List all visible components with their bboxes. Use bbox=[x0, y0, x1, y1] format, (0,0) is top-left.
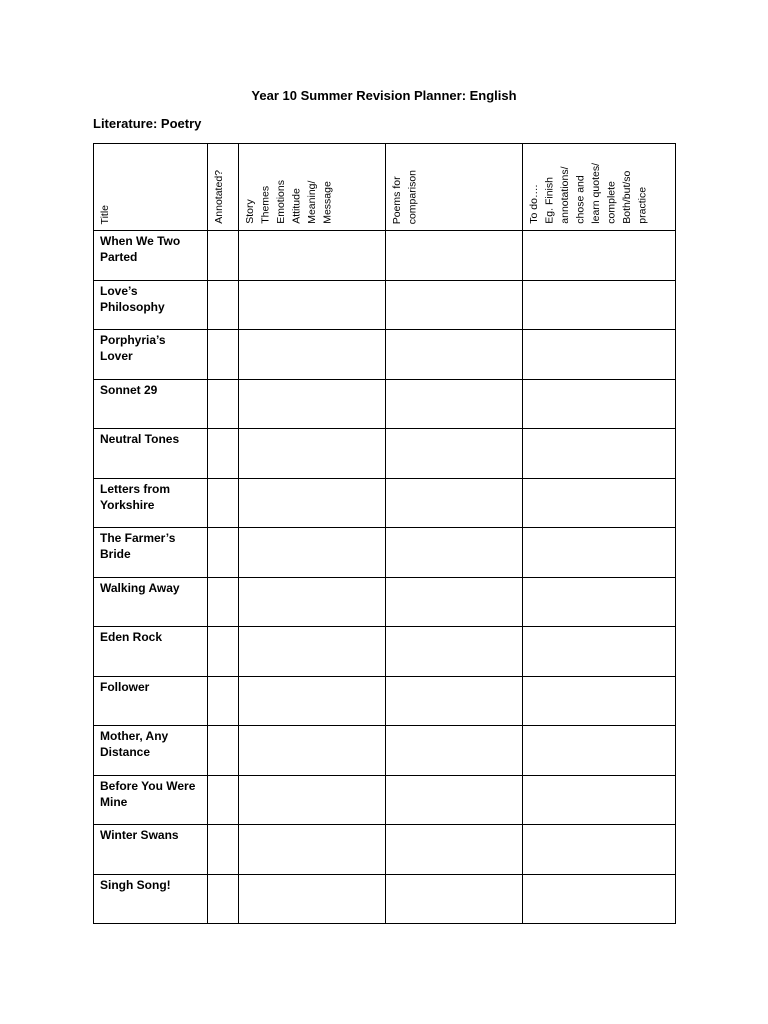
poems-for-comparison-cell[interactable] bbox=[386, 379, 523, 429]
to-do-cell[interactable] bbox=[523, 478, 676, 528]
poem-title-cell bbox=[94, 775, 208, 825]
header-annotated bbox=[208, 144, 239, 231]
to-do-cell[interactable] bbox=[523, 379, 676, 429]
annotated-cell[interactable] bbox=[208, 627, 239, 677]
to-do-cell[interactable] bbox=[523, 726, 676, 776]
poem-title-cell bbox=[94, 627, 208, 677]
poem-title: Neutral Tones bbox=[100, 432, 180, 446]
table-row bbox=[94, 429, 676, 479]
poem-title: Singh Song! bbox=[100, 877, 171, 892]
to-do-cell[interactable] bbox=[523, 577, 676, 627]
poem-title-cell bbox=[94, 379, 208, 429]
header-label-line: Poems for bbox=[391, 176, 403, 224]
annotated-cell[interactable] bbox=[208, 874, 239, 924]
table-row bbox=[94, 478, 676, 528]
annotated-cell[interactable] bbox=[208, 330, 239, 380]
annotated-cell[interactable] bbox=[208, 231, 239, 281]
header-label-line: annotations/ bbox=[559, 166, 571, 224]
poems-for-comparison-cell[interactable] bbox=[386, 825, 523, 875]
header-label-line: Emotions bbox=[275, 180, 287, 224]
poem-title: Sonnet 29 bbox=[100, 382, 158, 397]
story-themes-cell[interactable] bbox=[239, 676, 386, 726]
poem-title: Winter Swans bbox=[100, 828, 179, 842]
header-label-line: comparison bbox=[406, 169, 419, 224]
header-row bbox=[94, 144, 676, 231]
story-themes-cell[interactable] bbox=[239, 726, 386, 776]
poem-title-cell bbox=[94, 825, 208, 875]
annotated-cell[interactable] bbox=[208, 825, 239, 875]
story-themes-cell[interactable] bbox=[239, 478, 386, 528]
header-label-line: Story bbox=[244, 199, 256, 224]
table-row bbox=[94, 676, 676, 726]
story-themes-cell[interactable] bbox=[239, 528, 386, 578]
header-label bbox=[390, 170, 421, 224]
header-label-line: learn quotes/ bbox=[590, 163, 602, 224]
to-do-cell[interactable] bbox=[523, 676, 676, 726]
poem-title-cell bbox=[94, 577, 208, 627]
header-label-line: complete bbox=[605, 181, 618, 224]
story-themes-cell[interactable] bbox=[239, 825, 386, 875]
table-row bbox=[94, 231, 676, 281]
header-label bbox=[98, 205, 114, 224]
header-label-line: Title bbox=[99, 204, 111, 224]
header-story-themes bbox=[239, 144, 386, 231]
poem-title-cell bbox=[94, 726, 208, 776]
poems-for-comparison-cell[interactable] bbox=[386, 726, 523, 776]
annotated-cell[interactable] bbox=[208, 577, 239, 627]
annotated-cell[interactable] bbox=[208, 429, 239, 479]
header-label-line: Meaning/ bbox=[306, 180, 318, 224]
poem-title: When We Two Parted bbox=[100, 234, 181, 264]
poem-title: Love’s Philosophy bbox=[100, 283, 165, 314]
table-row bbox=[94, 577, 676, 627]
header-label-line: Both/but/so bbox=[621, 170, 633, 224]
poem-title-cell bbox=[94, 478, 208, 528]
table-row bbox=[94, 775, 676, 825]
table-row bbox=[94, 825, 676, 875]
annotated-cell[interactable] bbox=[208, 726, 239, 776]
table-row bbox=[94, 874, 676, 924]
annotated-cell[interactable] bbox=[208, 478, 239, 528]
header-label-line: chose and bbox=[574, 175, 587, 224]
header-label bbox=[243, 180, 336, 224]
poems-for-comparison-cell[interactable] bbox=[386, 676, 523, 726]
annotated-cell[interactable] bbox=[208, 676, 239, 726]
to-do-cell[interactable] bbox=[523, 825, 676, 875]
to-do-cell[interactable] bbox=[523, 874, 676, 924]
poems-for-comparison-cell[interactable] bbox=[386, 577, 523, 627]
header-poems-for-comparison bbox=[386, 144, 523, 231]
poems-for-comparison-cell[interactable] bbox=[386, 775, 523, 825]
poem-title-cell bbox=[94, 429, 208, 479]
story-themes-cell[interactable] bbox=[239, 577, 386, 627]
to-do-cell[interactable] bbox=[523, 775, 676, 825]
header-label-line: To do…. bbox=[528, 184, 540, 224]
poem-title: Porphyria’s Lover bbox=[100, 333, 166, 363]
header-label-line: Themes bbox=[259, 186, 272, 224]
poems-for-comparison-cell[interactable] bbox=[386, 478, 523, 528]
poem-title-cell bbox=[94, 231, 208, 281]
annotated-cell[interactable] bbox=[208, 528, 239, 578]
story-themes-cell[interactable] bbox=[239, 775, 386, 825]
annotated-cell[interactable] bbox=[208, 280, 239, 330]
table-row bbox=[94, 627, 676, 677]
story-themes-cell[interactable] bbox=[239, 330, 386, 380]
poem-title: Follower bbox=[100, 679, 150, 694]
header-label-line: Annotated? bbox=[213, 170, 225, 224]
header-label-line: Eg. Finish bbox=[543, 177, 556, 224]
header-label-line: Message bbox=[321, 181, 334, 224]
poems-for-comparison-cell[interactable] bbox=[386, 528, 523, 578]
poems-for-comparison-cell[interactable] bbox=[386, 874, 523, 924]
poems-for-comparison-cell[interactable] bbox=[386, 627, 523, 677]
to-do-cell[interactable] bbox=[523, 231, 676, 281]
poem-title: The Farmer’s Bride bbox=[100, 531, 176, 561]
poems-for-comparison-cell[interactable] bbox=[386, 330, 523, 380]
planner-body bbox=[94, 231, 676, 924]
poem-title: Mother, Any Distance bbox=[100, 729, 169, 759]
header-label bbox=[212, 170, 228, 224]
table-row bbox=[94, 330, 676, 380]
poem-title: Walking Away bbox=[100, 580, 180, 595]
poem-title: Eden Rock bbox=[100, 630, 163, 644]
poem-title-cell bbox=[94, 528, 208, 578]
poem-title-cell bbox=[94, 280, 208, 330]
header-label-line: practice bbox=[636, 187, 649, 224]
section-title: Literature: Poetry bbox=[93, 116, 202, 131]
story-themes-cell[interactable] bbox=[239, 429, 386, 479]
to-do-cell[interactable] bbox=[523, 429, 676, 479]
poem-title-cell bbox=[94, 874, 208, 924]
to-do-cell[interactable] bbox=[523, 330, 676, 380]
poems-for-comparison-cell[interactable] bbox=[386, 231, 523, 281]
poem-title: Letters from Yorkshire bbox=[100, 481, 171, 512]
header-title bbox=[94, 144, 208, 231]
to-do-cell[interactable] bbox=[523, 280, 676, 330]
story-themes-cell[interactable] bbox=[239, 231, 386, 281]
poems-for-comparison-cell[interactable] bbox=[386, 280, 523, 330]
table-row bbox=[94, 528, 676, 578]
table-row bbox=[94, 280, 676, 330]
to-do-cell[interactable] bbox=[523, 528, 676, 578]
header-label-line: Attitude bbox=[290, 188, 303, 224]
table-row bbox=[94, 379, 676, 429]
poem-title-cell bbox=[94, 676, 208, 726]
to-do-cell[interactable] bbox=[523, 627, 676, 677]
poems-for-comparison-cell[interactable] bbox=[386, 429, 523, 479]
page-title: Year 10 Summer Revision Planner: English bbox=[251, 88, 517, 103]
poem-title-cell bbox=[94, 330, 208, 380]
story-themes-cell[interactable] bbox=[239, 280, 386, 330]
table-row bbox=[94, 726, 676, 776]
story-themes-cell[interactable] bbox=[239, 627, 386, 677]
story-themes-cell[interactable] bbox=[239, 379, 386, 429]
revision-planner-table bbox=[93, 143, 676, 924]
poem-title: Before You Were Mine bbox=[100, 778, 196, 809]
header-to-do bbox=[523, 144, 676, 231]
annotated-cell[interactable] bbox=[208, 775, 239, 825]
story-themes-cell[interactable] bbox=[239, 874, 386, 924]
annotated-cell[interactable] bbox=[208, 379, 239, 429]
header-label bbox=[527, 163, 651, 224]
